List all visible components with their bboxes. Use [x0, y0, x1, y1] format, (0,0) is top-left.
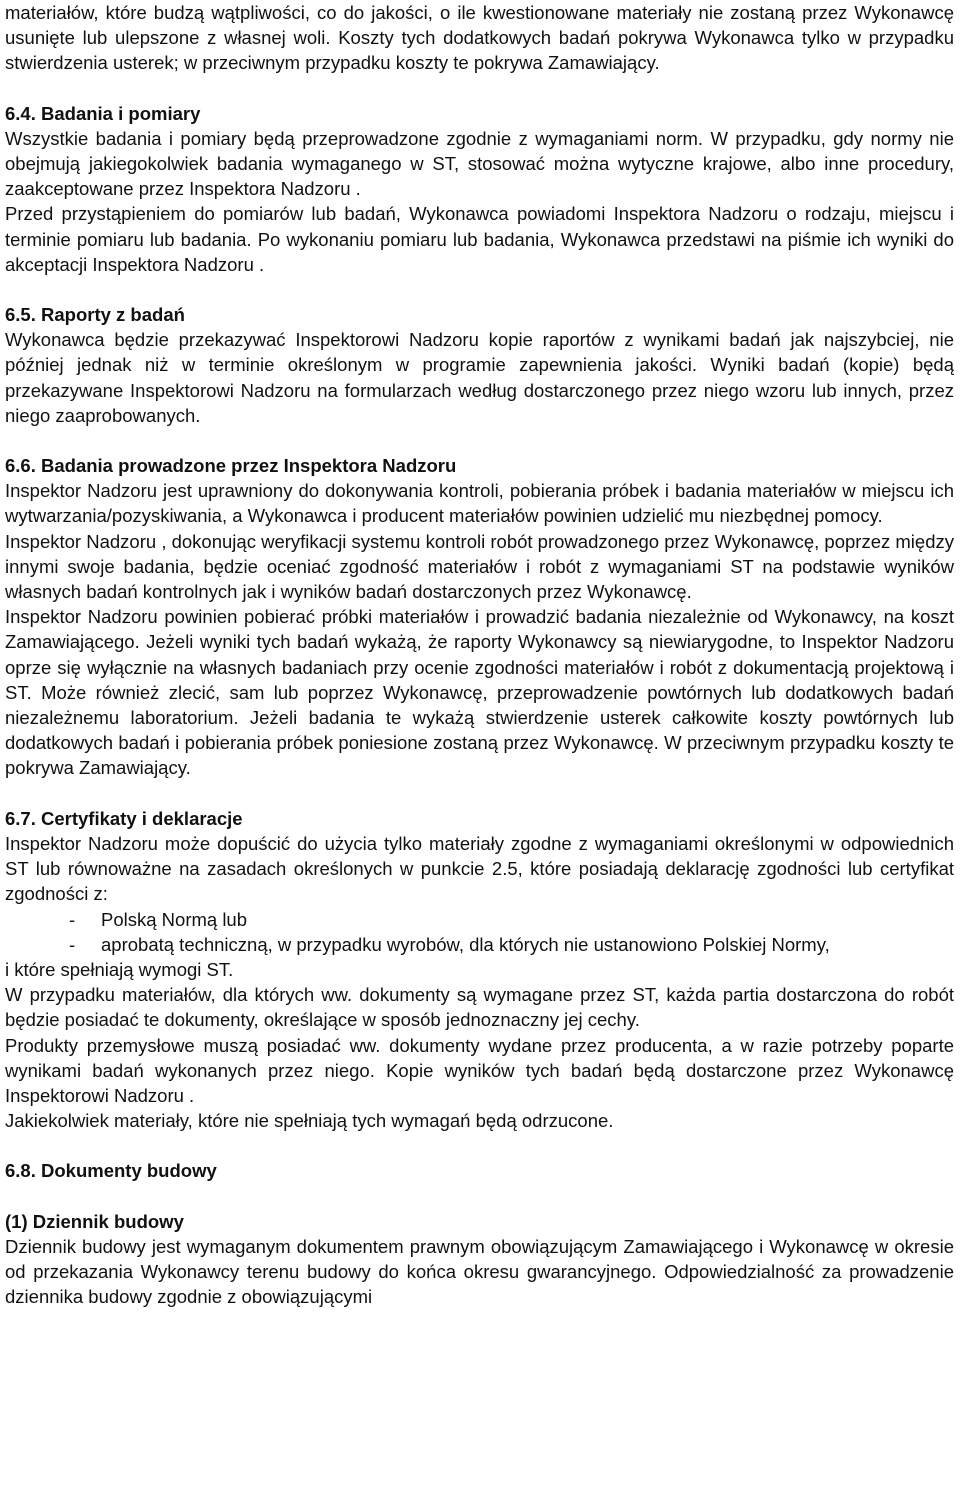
paragraph-continuation: materiałów, które budzą wątpliwości, co do jakości, o ile kwestionowane materiały nie zostaną przez Wykonawcę usunięte lub ulepszone z własnej woli. Koszty tych dodatkowych badań pokrywa Wykonawca tylko w przypadku stwierdzenia usterek; w przeciwnym przypadku koszty te pokrywa Zamawiający.: [5, 2, 954, 74]
certificate-list: [5, 907, 954, 957]
section-heading-6-8: [5, 1158, 954, 1183]
section-heading-6-6: [5, 453, 954, 478]
paragraph: Dziennik budowy jest wymaganym dokumentem prawnym obowiązującym Zamawiającego i Wykonawcę w okresie od przekazania Wykonawcy terenu budowy do końca okresu gwarancyjnego. Odpowiedzialność za prowadzenie dziennika budowy zgodnie z obowiązującymi: [5, 1235, 954, 1308]
section-heading-6-7: [5, 806, 954, 831]
section-heading-6-4: [5, 101, 954, 126]
section-title: Badania prowadzone przez Inspektora Nadzoru: [41, 455, 457, 477]
paragraph: Inspektor Nadzoru jest uprawniony do dokonywania kontroli, pobierania próbek i badania materiałów w miejscu ich wytwarzania/pozyskiwania, a Wykonawca i producent materiałów powinien udzielić mu niezbędnej pomocy.: [5, 480, 954, 527]
section-number: 6.7.: [5, 807, 36, 829]
section-title: Dokumenty budowy: [41, 1160, 217, 1182]
paragraph: i które spełniają wymogi ST.: [5, 958, 234, 980]
section-number: 6.8.: [5, 1160, 36, 1182]
list-marker: -: [69, 933, 76, 955]
paragraph: Wszystkie badania i pomiary będą przeprowadzone zgodnie z wymaganiami norm. W przypadku, gdy normy nie obejmują jakiegokolwiek badania wymaganego w ST, stosować można wytyczne krajowe, albo inne procedury, zaakceptowane przez Inspektora Nadzoru .: [5, 127, 954, 200]
paragraph: Jakiekolwiek materiały, które nie spełniają tych wymagań będą odrzucone.: [5, 1110, 614, 1132]
paragraph: Inspektor Nadzoru , dokonując weryfikacji systemu kontroli robót prowadzonego przez Wykonawcę, poprzez między innymi swoje badania, będzie oceniać zgodność materiałów i robót z wymaganiami ST na podstawie wyników własnych badań kontrolnych jak i wyników badań dostarczonych przez Wykonawcę.: [5, 530, 954, 603]
paragraph: Inspektor Nadzoru powinien pobierać próbki materiałów i prowadzić badania niezależnie od Wykonawcy, na koszt Zamawiającego. Jeżeli wyniki tych badań wykażą, że raporty Wykonawcy są niewiarygodne, to Inspektor Nadzoru oprze się wyłącznie na własnych badaniach przy ocenie zgodności materiałów i robót z dokumentacją projektową i ST. Może również zlecić, sam lub poprzez Wykonawcę, przeprowadzenie powtórnych lub dodatkowych badań niezależnemu laboratorium. Jeżeli badania te wykażą stwierdzenie usterek całkowite koszty powtórnych lub dodatkowych badań i pobierania próbek poniesione zostaną przez Wykonawcę. W przeciwnym przypadku koszty te pokrywa Zamawiający.: [5, 606, 954, 779]
section-title: Raporty z badań: [41, 304, 185, 326]
section-title: Badania i pomiary: [41, 102, 201, 124]
paragraph: Produkty przemysłowe muszą posiadać ww. dokumenty wydane przez producenta, a w razie potrzeby poparte wynikami badań wykonanych przez niego. Kopie wyników tych badań będą dostarczone przez Wykonawcę Inspektorowi Nadzoru .: [5, 1034, 954, 1106]
paragraph: W przypadku materiałów, dla których ww. dokumenty są wymagane przez ST, każda partia dostarczona do robót będzie posiadać te dokumenty, określające w sposób jednoznaczny jej cechy.: [5, 984, 954, 1031]
section-number: 6.4.: [5, 102, 36, 124]
list-item: [5, 932, 954, 957]
section-heading-6-5: [5, 302, 954, 327]
section-title: Certyfikaty i deklaracje: [41, 807, 243, 829]
section-number: 6.6.: [5, 455, 36, 477]
paragraph: Wykonawca będzie przekazywać Inspektorowi Nadzoru kopie raportów z wynikami badań jak najszybciej, nie później jednak niż w terminie określonym w programie zapewnienia jakości. Wyniki badań (kopie) będą przekazywane Inspektorowi Nadzoru na formularzach według dostarczonego przez niego wzoru lub innych, przez niego zaaprobowanych.: [5, 329, 954, 426]
paragraph: Inspektor Nadzoru może dopuścić do użycia tylko materiały zgodne z wymaganiami określonymi w odpowiednich ST lub równoważne na zasadach określonych w punkcie 2.5, które posiadają deklarację zgodności lub certyfikat zgodności z:: [5, 832, 954, 905]
section-number: 6.5.: [5, 304, 36, 326]
list-marker: -: [69, 908, 76, 930]
subsection-number: (1): [5, 1210, 28, 1232]
paragraph: Przed przystąpieniem do pomiarów lub badań, Wykonawca powiadomi Inspektora Nadzoru o rodzaju, miejscu i terminie pomiaru lub badania. Po wykonaniu pomiaru lub badania, Wykonawca przedstawi na piśmie ich wyniki do akceptacji Inspektora Nadzoru .: [5, 203, 954, 275]
subsection-heading-dziennik: [5, 1209, 954, 1234]
list-item-text: aprobatą techniczną, w przypadku wyrobów, dla których nie ustanowiono Polskiej Normy,: [101, 933, 830, 955]
subsection-title: Dziennik budowy: [32, 1210, 184, 1232]
list-item-text: Polską Normą lub: [101, 908, 248, 930]
list-item: [5, 907, 954, 932]
